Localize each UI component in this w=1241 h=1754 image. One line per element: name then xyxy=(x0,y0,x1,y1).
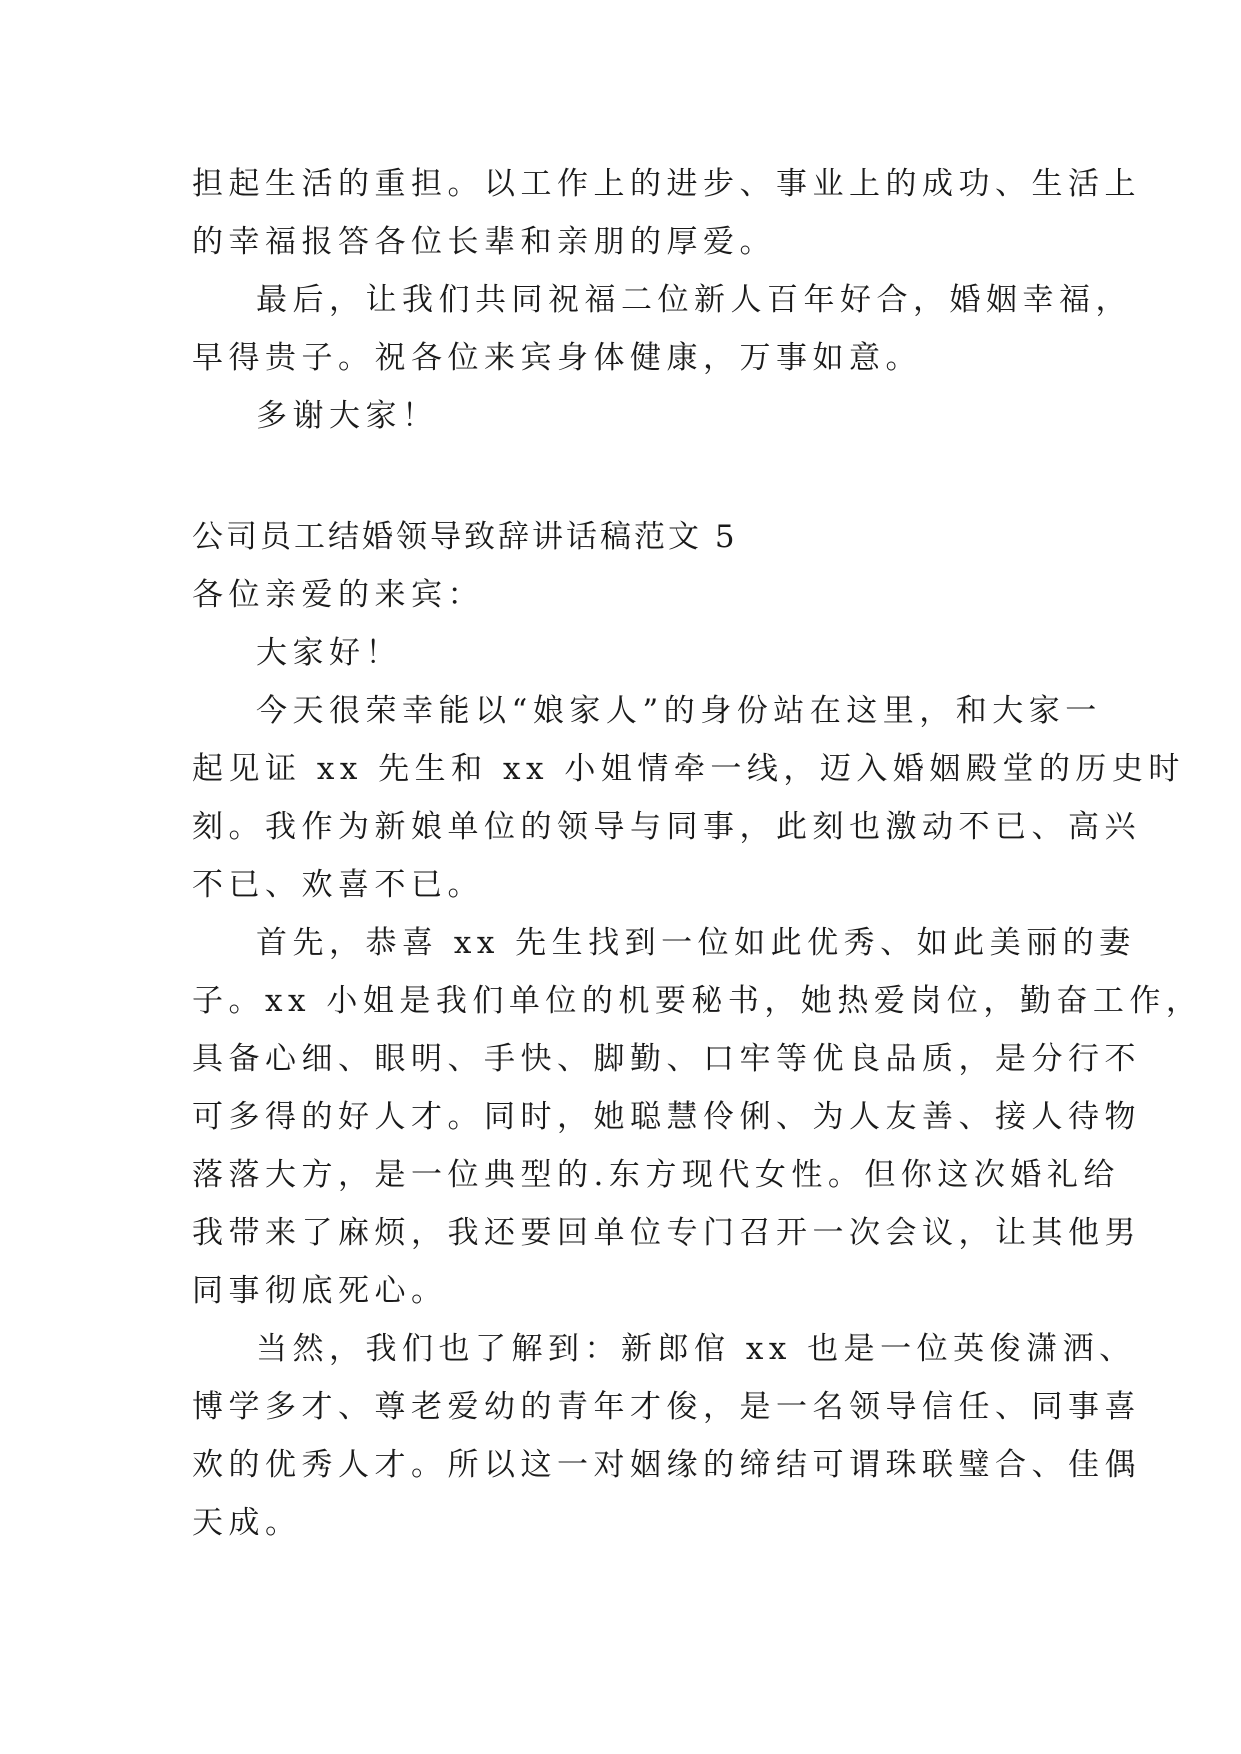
paragraph-line: 具备心细、眼明、手快、脚勤、口牢等优良品质，是分行不 xyxy=(192,1041,1141,1077)
paragraph-line: 首先，恭喜 xx 先生找到一位如此优秀、如此美丽的妻 xyxy=(256,925,1136,961)
paragraph-line: 不已、欢喜不已。 xyxy=(192,867,484,903)
paragraph-line: 欢的优秀人才。所以这一对姻缘的缔结可谓珠联璧合、佳偶 xyxy=(192,1447,1141,1483)
paragraph-line: 担起生活的重担。以工作上的进步、事业上的成功、生活上 xyxy=(192,166,1141,202)
paragraph-line: 今天很荣幸能以“娘家人”的身份站在这里，和大家一 xyxy=(256,693,1102,729)
paragraph-line: 我带来了麻烦，我还要回单位专门召开一次会议，让其他男 xyxy=(192,1215,1141,1251)
paragraph-line: 的幸福报答各位长辈和亲朋的厚爱。 xyxy=(192,224,776,260)
section-title: 公司员工结婚领导致辞讲话稿范文 5 xyxy=(192,519,738,555)
closing-line: 多谢大家！ xyxy=(256,398,439,434)
greeting-line: 大家好！ xyxy=(256,635,402,671)
paragraph-line: 落落大方，是一位典型的.东方现代女性。但你这次婚礼给 xyxy=(192,1157,1120,1193)
paragraph-line: 最后，让我们共同祝福二位新人百年好合，婚姻幸福， xyxy=(256,282,1132,318)
paragraph-line: 子。xx 小姐是我们单位的机要秘书，她热爱岗位，勤奋工作， xyxy=(192,983,1203,1019)
paragraph-line: 刻。我作为新娘单位的领导与同事，此刻也激动不已、高兴 xyxy=(192,809,1141,845)
salutation: 各位亲爱的来宾： xyxy=(192,577,484,613)
paragraph-line: 起见证 xx 先生和 xx 小姐情牵一线，迈入婚姻殿堂的历史时 xyxy=(192,751,1185,787)
paragraph-line: 天成。 xyxy=(192,1505,302,1541)
paragraph-line: 当然，我们也了解到：新郎倌 xx 也是一位英俊潇洒、 xyxy=(256,1331,1136,1367)
paragraph-line: 可多得的好人才。同时，她聪慧伶俐、为人友善、接人待物 xyxy=(192,1099,1141,1135)
paragraph-line: 同事彻底死心。 xyxy=(192,1273,448,1309)
paragraph-line: 早得贵子。祝各位来宾身体健康，万事如意。 xyxy=(192,340,922,376)
paragraph-line: 博学多才、尊老爱幼的青年才俊，是一名领导信任、同事喜 xyxy=(192,1389,1141,1425)
